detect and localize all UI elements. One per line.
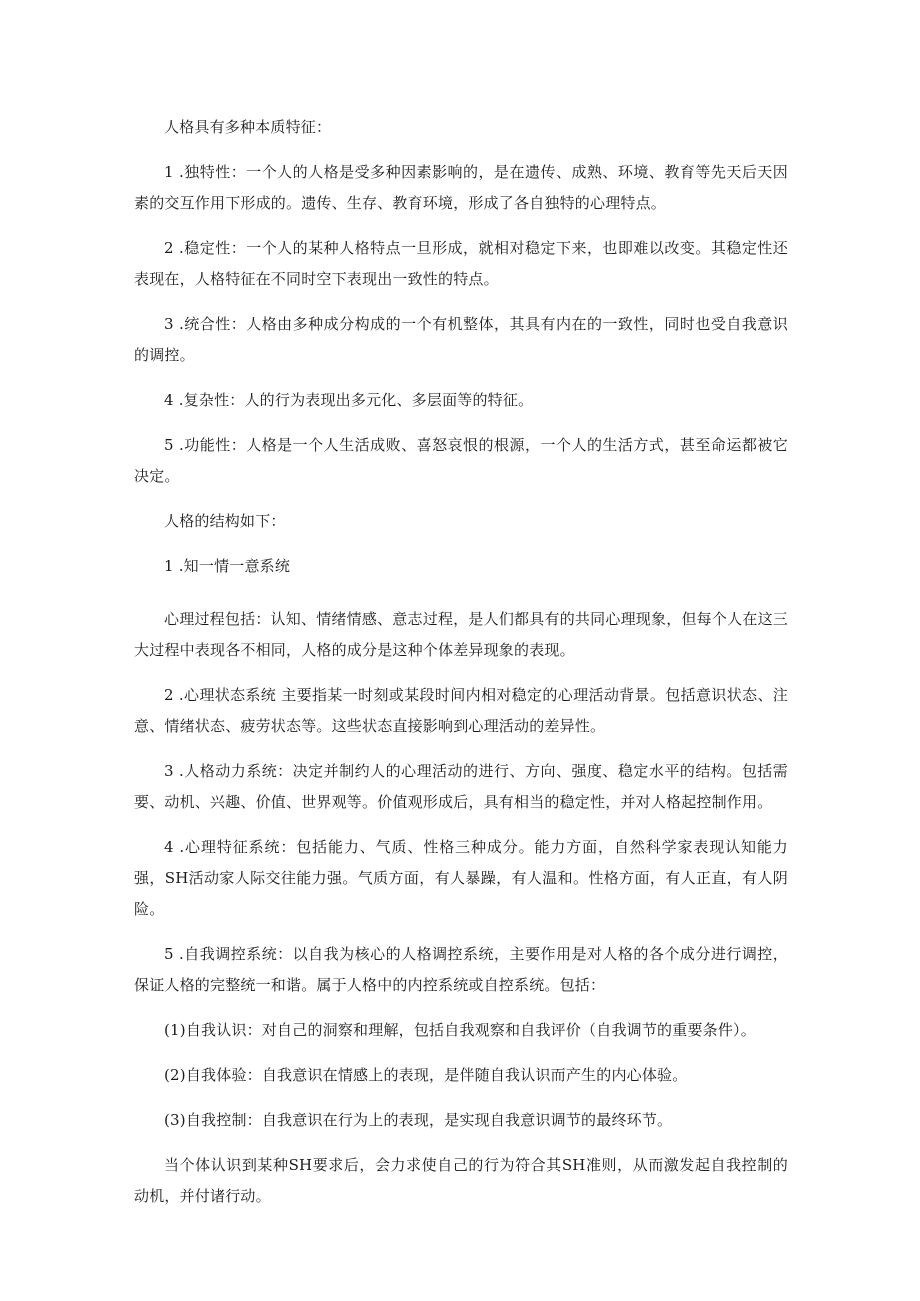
paragraph-self-knowledge: (1)自我认识：对自己的洞察和理解，包括自我观察和自我评价（自我调节的重要条件）。: [164, 1021, 756, 1039]
paragraph-structure-self-regulation: 5 .自我调控系统：以自我为核心的人格调控系统，主要作用是对人格的各个成分进行调控，保证人格的完整统一和谐。属于人格中的内控系统或自控系统。包括：: [134, 945, 788, 994]
paragraph-trait-complexity: 4 .复杂性：人的行为表现出多元化、多层面等的特征。: [164, 391, 534, 409]
paragraph-structure-characteristics: 4 .心理特征系统：包括能力、气质、性格三种成分。能力方面，自然科学家表现认知能力强，SH活动家人际交往能力强。气质方面，有人暴躁，有人温和。性格方面，有人正直，有人阴险。: [134, 838, 788, 918]
document-body: [134, 112, 788, 1226]
paragraph-conclusion: 当个体认识到某种SH要求后，会力求使自己的行为符合其SH准则，从而激发起自我控制的动机，并付诸行动。: [134, 1156, 788, 1205]
paragraph-self-experience: (2)自我体验：自我意识在情感上的表现，是伴随自我认识而产生的内心体验。: [164, 1066, 688, 1084]
paragraph-trait-stability: 2 .稳定性：一个人的某种人格特点一旦形成，就相对稳定下来，也即难以改变。其稳定性还表现在，人格特征在不同时空下表现出一致性的特点。: [134, 239, 788, 288]
paragraph-intro-structure: 人格的结构如下：: [164, 512, 286, 530]
paragraph-self-control: (3)自我控制：自我意识在行为上的表现，是实现自我意识调节的最终环节。: [164, 1111, 673, 1129]
paragraph-structure-state: 2 .心理状态系统 主要指某一时刻或某段时间内相对稳定的心理活动背景。包括意识状态、注意、情绪状态、疲劳状态等。这些状态直接影响到心理活动的差异性。: [134, 686, 788, 735]
paragraph-trait-uniqueness: 1 .独特性：一个人的人格是受多种因素影响的，是在遗传、成熟、环境、教育等先天后天因素的交互作用下形成的。遗传、生存、教育环境，形成了各自独特的心理特点。: [134, 163, 788, 212]
paragraph-structure-cognition: 心理过程包括：认知、情绪情感、意志过程，是人们都具有的共同心理现象，但每个人在这三大过程中表现各不相同，人格的成分是这种个体差异现象的表现。: [134, 610, 788, 659]
paragraph-structure-cognition-heading: 1 .知一情一意系统: [164, 557, 291, 575]
paragraph-trait-function: 5 .功能性：人格是一个人生活成败、喜怒哀恨的根源，一个人的生活方式，甚至命运都被它决定。: [134, 436, 788, 485]
paragraph-trait-integration: 3 .统合性：人格由多种成分构成的一个有机整体，其具有内在的一致性，同时也受自我意识的调控。: [134, 315, 788, 364]
paragraph-intro-traits: 人格具有多种本质特征：: [164, 118, 332, 136]
paragraph-structure-dynamics: 3 .人格动力系统：决定并制约人的心理活动的进行、方向、强度、稳定水平的结构。包括需要、动机、兴趣、价值、世界观等。价值观形成后，具有相当的稳定性，并对人格起控制作用。: [134, 762, 788, 811]
